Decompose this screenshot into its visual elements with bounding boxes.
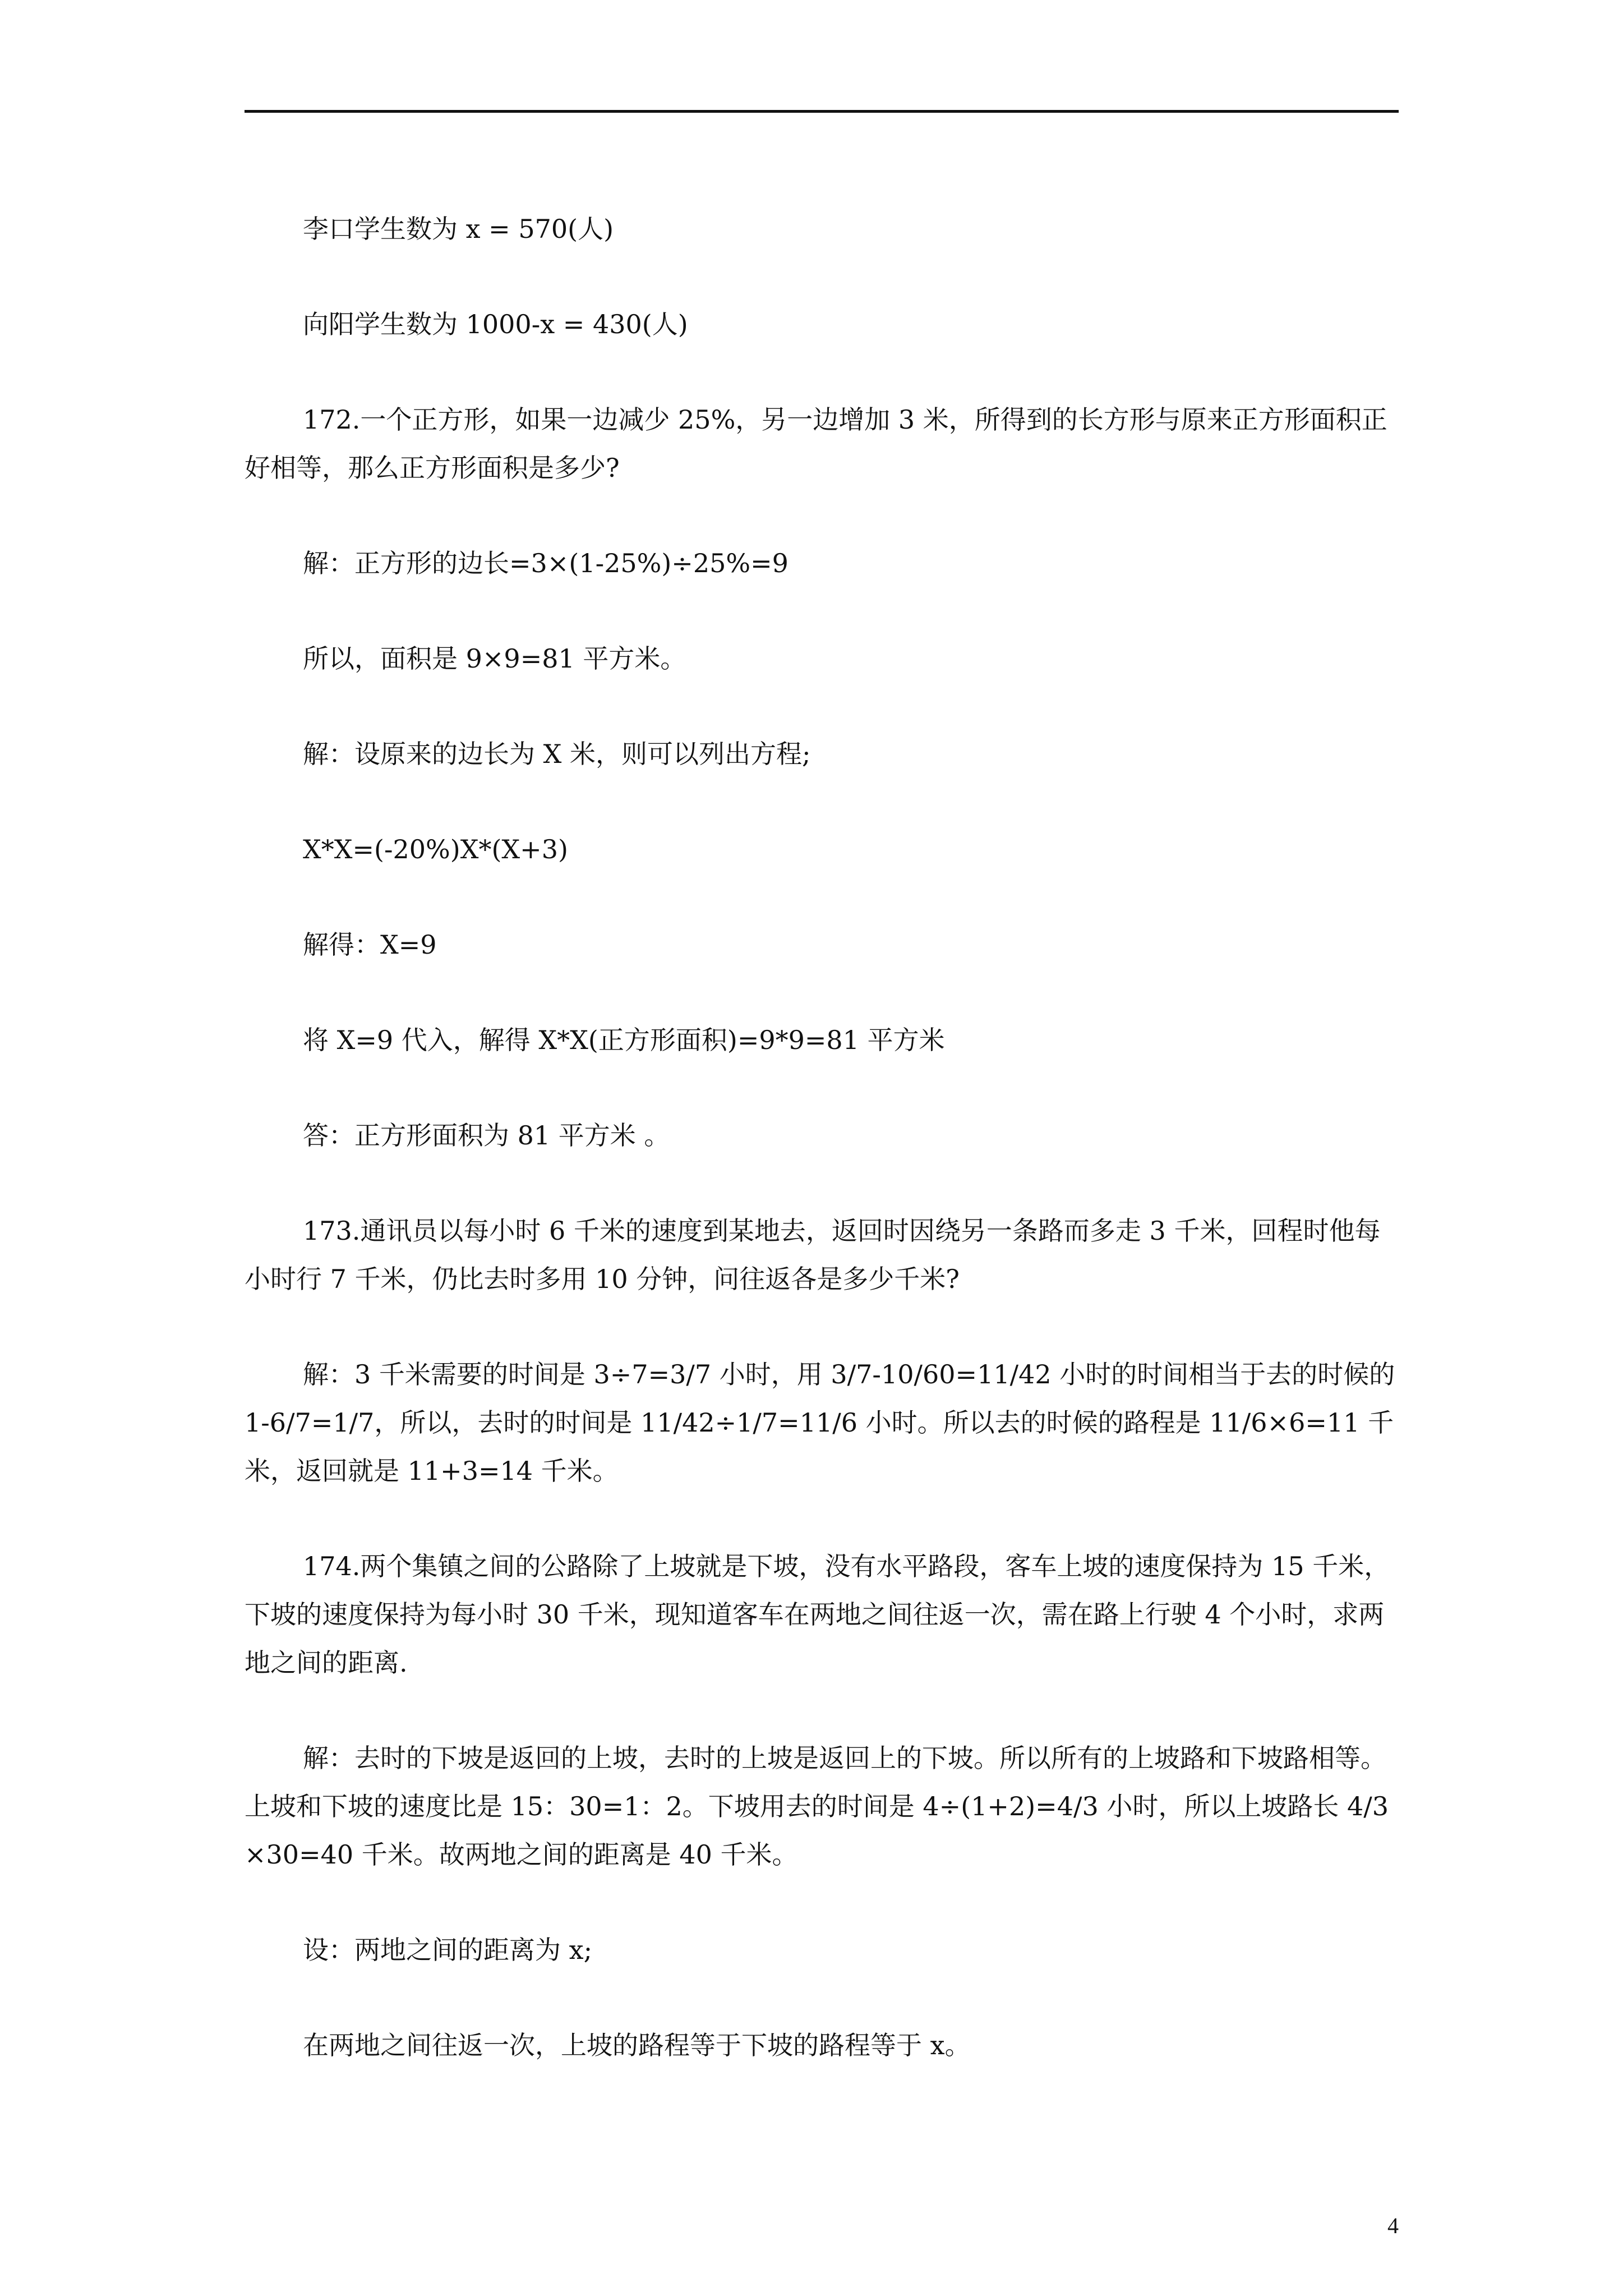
- paragraph: 173.通讯员以每小时 6 千米的速度到某地去，返回时因绕另一条路而多走 3 千米，回程时他每小时行 7 千米，仍比去时多用 10 分钟，问往返各是多少千米?: [245, 1216, 1381, 1294]
- paragraph: 解：设原来的边长为 X 米，则可以列出方程;: [303, 739, 811, 769]
- page-content: [245, 205, 1403, 2069]
- paragraph: X*X=(-20%)X*(X+3): [303, 834, 568, 864]
- paragraph: 李口学生数为 x = 570(人): [303, 214, 614, 244]
- paragraph: 设：两地之间的距离为 x;: [303, 1935, 593, 1965]
- paragraph: 答：正方形面积为 81 平方米 。: [303, 1120, 670, 1151]
- paragraph: 解：3 千米需要的时间是 3÷7=3/7 小时，用 3/7-10/60=11/42 小时的时间相当于去的时候的 1-6/7=1/7，所以，去时的时间是 11/42÷1/7=11/6 小时。所以去的时候的路程是 11/6×6=11 千米，返回就是 11+3=14 千米。: [245, 1359, 1403, 1486]
- paragraph: 解：正方形的边长=3×(1-25%)÷25%=9: [303, 548, 789, 578]
- paragraph: 解：去时的下坡是返回的上坡，去时的上坡是返回上的下坡。所以所有的上坡路和下坡路相等。上坡和下坡的速度比是 15：30=1：2。下坡用去的时间是 4÷(1+2)=4/3 小时，所以上坡路长 4/3×30=40 千米。故两地之间的距离是 40 千米。: [245, 1743, 1389, 1870]
- paragraph: 向阳学生数为 1000-x = 430(人): [303, 309, 688, 339]
- paragraph: 解得：X=9: [303, 930, 437, 960]
- paragraph: 172.一个正方形，如果一边减少 25%，另一边增加 3 米，所得到的长方形与原来正方形面积正好相等，那么正方形面积是多少?: [245, 404, 1387, 483]
- paragraph: 在两地之间往返一次，上坡的路程等于下坡的路程等于 x。: [303, 2030, 971, 2060]
- paragraph: 将 X=9 代入，解得 X*X(正方形面积)=9*9=81 平方米: [303, 1025, 945, 1055]
- page-number: 4: [1387, 2213, 1399, 2238]
- paragraph: 所以，面积是 9×9=81 平方米。: [303, 643, 686, 674]
- header-rule: [245, 110, 1399, 113]
- paragraph: 174.两个集镇之间的公路除了上坡就是下坡，没有水平路段，客车上坡的速度保持为 15 千米，下坡的速度保持为每小时 30 千米，现知道客车在两地之间往返一次，需在路上行驶 4 个小时，求两地之间的距离.: [245, 1551, 1390, 1678]
